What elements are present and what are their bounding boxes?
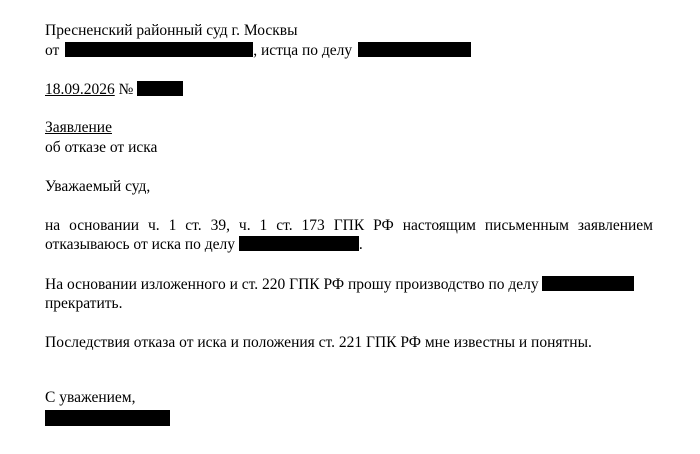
paragraph-3: Последствия отказа от иска и положения ст. 221 ГПК РФ мне известны и понятны.	[45, 334, 592, 351]
plaintiff-line	[45, 42, 471, 60]
document-subheading: об отказе от иска	[45, 139, 158, 156]
closing-regards: С уважением,	[45, 389, 136, 406]
salutation: Уважаемый суд,	[45, 178, 151, 195]
paragraph-2-line-2: прекратить.	[45, 295, 123, 312]
redacted-plaintiff-name	[65, 42, 253, 57]
paragraph-2-line-1: На основании изложенного и ст. 220 ГПК РФ прошу производство по делу	[45, 276, 634, 294]
signature-line	[45, 410, 170, 429]
date-line	[45, 81, 183, 99]
redacted-case-number	[239, 236, 359, 251]
redacted-document-number	[137, 81, 183, 96]
paragraph-1-line-2: отказываюсь от иска по делу .	[45, 236, 363, 253]
court-name: Пресненский районный суд г. Москвы	[45, 22, 298, 39]
redacted-case-number	[358, 42, 471, 57]
document-date: 18.09.2026	[45, 81, 115, 98]
number-sign: №	[118, 81, 134, 98]
from-prefix: от	[45, 42, 60, 59]
plaintiff-suffix: , истца по делу	[253, 42, 353, 59]
redacted-case-number	[542, 276, 634, 291]
document-heading: Заявление	[45, 119, 112, 136]
paragraph-1-line-1: на основании ч. 1 ст. 39, ч. 1 ст. 173 ГПК РФ настоящим письменным заявлением	[45, 217, 653, 234]
redacted-signature	[45, 410, 170, 426]
